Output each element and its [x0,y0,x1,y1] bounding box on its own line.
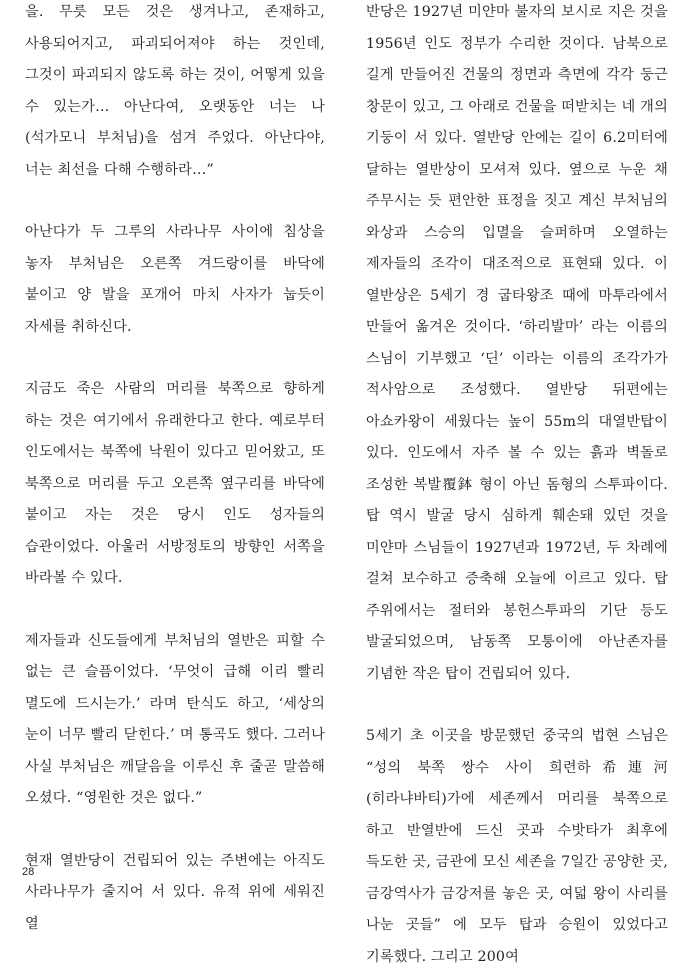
body-paragraph: 현재 열반당이 건립되어 있는 주변에는 아직도 사라나무가 줄지어 서 있다. 유적 위에 세워진 열 [25,852,325,932]
body-paragraph: 지금도 죽은 사람의 머리를 북쪽으로 향하게 하는 것은 여기에서 유래한다고 한다. 예로부터 인도에서는 북쪽에 낙원이 있다고 믿어왔고, 또 북쪽으로 머리를 두고 오른쪽 옆구리를 바닥에 붙이고 자는 것은 당시 인도 성자들의 습관이었다. 아울러 서방정토의 방향인 서쪽을 바라볼 수 있다. [25,381,325,586]
page-number: 28 [22,866,35,878]
right-column [366,0,668,973]
body-paragraph: 5세기 초 이곳을 방문했던 중국의 법현 스님은 “성의 북쪽 쌍수 사이 희련하希連河(히라냐바티)가에 세존께서 머리를 북쪽으로 하고 반열반에 드신 곳과 수밧타가 최후에 득도한 곳, 금관에 모신 세존을 7일간 공양한 곳, 금강역사가 금강저를 놓은 곳, 여덟 왕이 사리를 나눈 곳들” 에 모두 탑과 승원이 있었다고 기록했다. 그리고 200여 [366,728,668,965]
left-column [25,0,325,940]
body-paragraph: 아난다가 두 그루의 사라나무 사이에 침상을 놓자 부처님은 오른쪽 겨드랑이를 바닥에 붙이고 양 발을 포개어 마치 사자가 눕듯이 자세를 취하신다. [25,224,325,335]
body-paragraph: 을. 무릇 모든 것은 생겨나고, 존재하고, 사용되어지고, 파괴되어져야 하는 것인데, 그것이 파괴되지 않도록 하는 것이, 어떻게 있을 수 있는가… 아난다여, 오랫동안 너는 나(석가모니 부처님)을 섬겨 주었다. 아난다야, 너는 최선을 다해 수행하라…” [25,4,325,178]
body-paragraph: 제자들과 신도들에게 부처님의 열반은 피할 수 없는 큰 슬픔이었다. ‘무엇이 급해 이리 빨리 멸도에 드시는가.’ 라며 탄식도 하고, ‘세상의 눈이 너무 빨리 닫힌다.’ 며 통곡도 했다. 그러나 사실 부처님은 깨달음을 이루신 후 줄곧 말씀해 오셨다. “영원한 것은 없다.” [25,632,325,806]
body-paragraph: 반당은 1927년 미얀마 불자의 보시로 지은 것을 1956년 인도 정부가 수리한 것이다. 남북으로 길게 만들어진 건물의 정면과 측면에 각각 둥근 창문이 있고, 그 아래로 건물을 떠받치는 네 개의 기둥이 서 있다. 열반당 안에는 길이 6.2미터에 달하는 열반상이 모셔져 있다. 옆으로 누운 채 주무시는 듯 편안한 표정을 짓고 계신 부처님의 와상과 스승의 입멸을 슬퍼하며 오열하는 제자들의 조각이 대조적으로 표현돼 있다. 이 열반상은 5세기 경 굽타왕조 때에 마투라에서 만들어 옮겨온 것이다. ‘하리발마’ 라는 이름의 스님이 기부했고 ‘딘’ 이라는 이름의 조각가가 적사암으로 조성했다. 열반당 뒤편에는 아쇼카왕이 세웠다는 높이 55m의 대열반탑이 있다. 인도에서 자주 볼 수 있는 흙과 벽돌로 조성한 복발覆鉢 형이 아닌 돔형의 스투파이다. 탑 역시 발굴 당시 심하게 훼손돼 있던 것을 미얀마 스님들이 1927년과 1972년, 두 차례에 걸쳐 보수하고 증축해 오늘에 이르고 있다. 탑 주위에서는 절터와 봉헌스투파의 기단 등도 발굴되었으며, 남동쪽 모퉁이에 아난존자를 기념한 작은 탑이 건립되어 있다. [366,4,668,682]
